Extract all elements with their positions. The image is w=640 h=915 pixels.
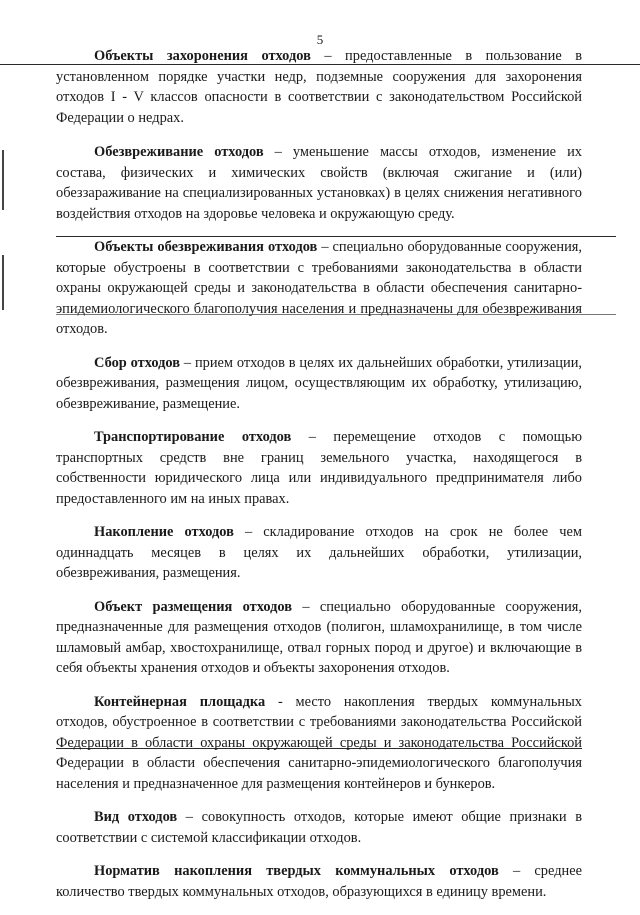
- definition-text: перемещение отходов с помощью транспортных средств вне границ земельного участка, находящегося в собственности юридического лица или индивидуального предпринимателя либо предоставленного им на иных правах.: [56, 429, 582, 507]
- definition-term: Обезвреживание отходов: [94, 144, 264, 160]
- definition-paragraph: Контейнерная площадка - место накопления твердых коммунальных отходов, обустроенное в соответствии с требованиями законодательства Российской Федерации в области охраны окружающей среды и законодательства Российской Федерации в области обеспечения санитарно-эпидемиологического благополучия населения и предназначенное для размещения контейнеров и бункеров.: [56, 693, 582, 792]
- definition-text: специально оборудованные сооружения, которые обустроены в соответствии с требованиями законодательства в области охраны окружающей среды и законодательства в области обеспечения санитарно-эпидемиологического благополучия населения и предназначены для обезвреживания отходов.: [56, 239, 582, 337]
- definition-text: предоставленные в пользование в установленном порядке участки недр, подземные сооружения для захоронения отходов I - V классов опасности в соответствии с законодательством Российской Федерации о недрах.: [56, 48, 582, 126]
- definition-term: Объекты обезвреживания отходов: [94, 239, 318, 255]
- definition-term: Объекты захоронения отходов: [94, 48, 311, 64]
- definition-text: совокупность отходов, которые имеют общие признаки в соответствии с системой классификации отходов.: [56, 809, 583, 846]
- definition-term: Транспортирование отходов: [94, 429, 292, 445]
- definition-paragraph: Вид отходов – совокупность отходов, которые имеют общие признаки в соответствии с системой классификации отходов.: [56, 809, 583, 846]
- definition-paragraph: Транспортирование отходов – перемещение отходов с помощью транспортных средств вне границ земельного участка, находящегося в собственности юридического лица или индивидуального предпринимателя либо предоставленного им на иных правах.: [56, 429, 582, 507]
- page-number: 5: [316, 32, 324, 47]
- scan-margin-mark: [2, 150, 4, 210]
- definition-paragraph: Норматив накопления твердых коммунальных отходов – среднее количество твердых коммунальных отходов, образующихся в единицу времени.: [56, 863, 582, 900]
- definition-text: прием отходов в целях их дальнейших обработки, утилизации, обезвреживания, размещения лицом, осуществляющим их обработку, утилизацию, обезвреживание, размещение.: [56, 354, 583, 412]
- definition-paragraph: Накопление отходов – складирование отходов на срок не более чем одиннадцать месяцев в целях их дальнейших обработки, утилизации, обезвреживания, размещения.: [56, 524, 582, 581]
- definition-paragraph: Объект размещения отходов – специально оборудованные сооружения, предназначенные для размещения отходов (полигон, шламохранилище, в том числе шламовый амбар, хвостохранилище, отвал горных пород и другое) и включающие в себя объекты хранения отходов и объекты захоронения отходов.: [56, 598, 582, 676]
- definition-text: складирование отходов на срок не более чем одиннадцать месяцев в целях их дальнейших обработки, утилизации, обезвреживания, размещения.: [56, 524, 582, 581]
- definition-text: специально оборудованные сооружения, предназначенные для размещения отходов (полигон, шламохранилище, в том числе шламовый амбар, хвостохранилище, отвал горных пород и другое) и включающие в себя объекты хранения отходов и объекты захоронения отходов.: [56, 598, 582, 676]
- definition-paragraph: Объекты обезвреживания отходов – специально оборудованные сооружения, которые обустроены в соответствии с требованиями законодательства в области охраны окружающей среды и законодательства в области обеспечения санитарно-эпидемиологического благополучия населения и предназначены для обезвреживания отходов.: [56, 239, 582, 337]
- definition-term: Вид отходов: [94, 809, 178, 825]
- definition-term: Объект размещения отходов: [94, 598, 293, 615]
- definition-term: Накопление отходов: [94, 524, 234, 540]
- definition-term: Норматив накопления твердых коммунальных отходов: [94, 863, 499, 879]
- document-body: [56, 46, 582, 915]
- definition-paragraph: Объекты захоронения отходов – предоставленные в пользование в установленном порядке участки недр, подземные сооружения для захоронения отходов I - V классов опасности в соответствии с законодательством Российской Федерации о недрах.: [56, 48, 582, 126]
- scan-margin-mark: [2, 255, 4, 310]
- definition-term: Контейнерная площадка: [94, 693, 266, 710]
- definition-text: среднее количество твердых коммунальных отходов, образующихся в единицу времени.: [56, 863, 582, 900]
- definition-text: место накопления твердых коммунальных отходов, обустроенное в соответствии с требованиями законодательства Российской Федерации в области охраны окружающей среды и законодательства Российской Федерации в области обеспечения санитарно-эпидемиологического благополучия населения и предназначенное для размещения контейнеров и бункеров.: [56, 693, 582, 792]
- definition-paragraph: Обезвреживание отходов – уменьшение массы отходов, изменение их состава, физических и химических свойств (включая сжигание и (или) обеззараживание на специализированных установках) в целях снижения негативного воздействия отходов на здоровье человека и окружающую среду.: [56, 144, 582, 222]
- definition-paragraph: Сбор отходов – прием отходов в целях их дальнейших обработки, утилизации, обезвреживания, размещения лицом, осуществляющим их обработку, утилизацию, обезвреживание, размещение.: [56, 354, 583, 412]
- definition-term: Сбор отходов: [94, 354, 181, 371]
- definition-text: уменьшение массы отходов, изменение их состава, физических и химических свойств (включая сжигание и (или) обеззараживание на специализированных установках) в целях снижения негативного воздействия отходов на здоровье человека и окружающую среду.: [56, 144, 582, 222]
